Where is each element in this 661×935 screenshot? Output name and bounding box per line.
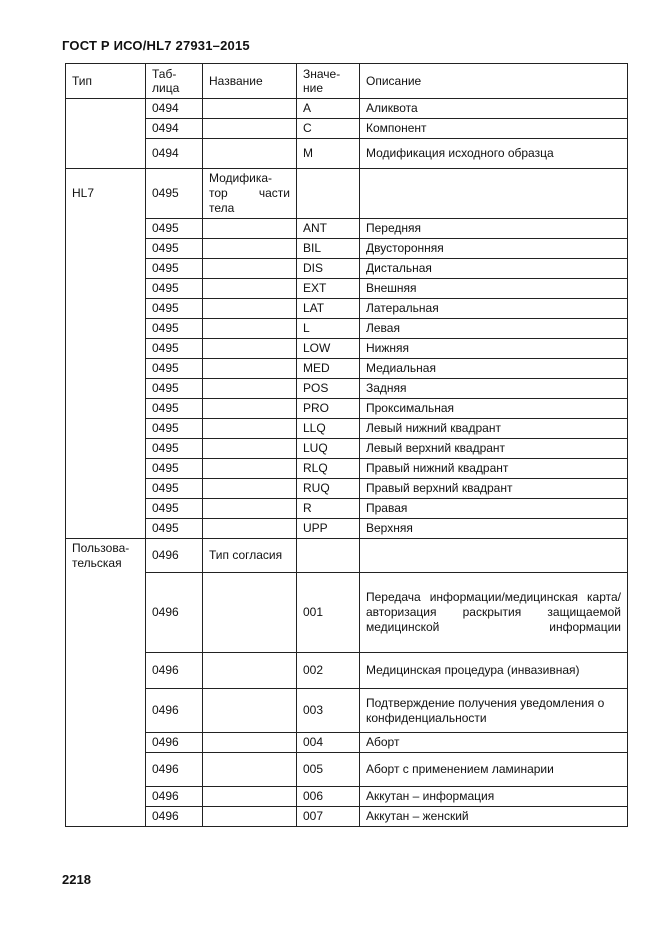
cell-value [297, 539, 360, 573]
cell-value: A [297, 99, 360, 119]
cell-value: ANT [297, 219, 360, 239]
cell-value: 001 [297, 573, 360, 653]
cell-description: Нижняя [360, 339, 628, 359]
cell-description: Передача информации/медицинская карта/авторизация раскрытия защищаемой медицинской информации [360, 573, 628, 653]
cell-type [66, 519, 146, 539]
cell-type [66, 419, 146, 439]
cell-table: 0495 [146, 399, 203, 419]
cell-name [203, 459, 297, 479]
cell-table: 0495 [146, 519, 203, 539]
col-header-description: Описание [360, 64, 628, 99]
cell-name [203, 753, 297, 787]
cell-name [203, 787, 297, 807]
table-row [66, 399, 628, 419]
cell-description: Подтверждение получения уведомления о конфиденциальности [360, 689, 628, 733]
cell-value [297, 169, 360, 219]
cell-table: 0495 [146, 319, 203, 339]
cell-type [66, 339, 146, 359]
cell-description: Компонент [360, 119, 628, 139]
cell-table: 0496 [146, 539, 203, 573]
cell-name [203, 419, 297, 439]
cell-name [203, 689, 297, 733]
cell-value: 006 [297, 787, 360, 807]
cell-table: 0496 [146, 807, 203, 827]
col-header-name: Название [203, 64, 297, 99]
cell-name [203, 359, 297, 379]
table-row [66, 653, 628, 689]
cell-value: BIL [297, 239, 360, 259]
cell-type [66, 399, 146, 419]
cell-description: Дистальная [360, 259, 628, 279]
cell-name [203, 119, 297, 139]
cell-type [66, 807, 146, 827]
cell-type [66, 787, 146, 807]
cell-name [203, 139, 297, 169]
cell-type [66, 99, 146, 119]
cell-name [203, 399, 297, 419]
cell-name [203, 519, 297, 539]
table-row [66, 279, 628, 299]
cell-type [66, 753, 146, 787]
cell-table: 0495 [146, 279, 203, 299]
col-header-table: Таб- лица [146, 64, 203, 99]
table-row [66, 539, 628, 573]
cell-type [66, 279, 146, 299]
table-row [66, 519, 628, 539]
cell-description: Аликвота [360, 99, 628, 119]
cell-name [203, 299, 297, 319]
cell-type [66, 379, 146, 399]
cell-description: Задняя [360, 379, 628, 399]
cell-table: 0494 [146, 119, 203, 139]
cell-type [66, 299, 146, 319]
cell-value: LAT [297, 299, 360, 319]
cell-table: 0496 [146, 689, 203, 733]
cell-value: LLQ [297, 419, 360, 439]
table-header-row [66, 64, 628, 99]
cell-description: Аккутан – информация [360, 787, 628, 807]
cell-type: Пользова- тельская [66, 539, 146, 573]
table-row [66, 139, 628, 169]
cell-description: Левая [360, 319, 628, 339]
cell-value: UPP [297, 519, 360, 539]
cell-value: LUQ [297, 439, 360, 459]
page-number: 2218 [62, 872, 91, 887]
cell-description: Аборт с применением ламинарии [360, 753, 628, 787]
table-row [66, 259, 628, 279]
cell-value: 003 [297, 689, 360, 733]
cell-value: DIS [297, 259, 360, 279]
cell-name [203, 99, 297, 119]
cell-table: 0495 [146, 219, 203, 239]
cell-value: C [297, 119, 360, 139]
cell-type [66, 479, 146, 499]
cell-name: Тип согласия [203, 539, 297, 573]
cell-description: Двусторонняя [360, 239, 628, 259]
cell-type [66, 459, 146, 479]
cell-type [66, 259, 146, 279]
table-row [66, 169, 628, 219]
cell-description: Латеральная [360, 299, 628, 319]
cell-name: Модифика- тор части тела [203, 169, 297, 219]
cell-table: 0496 [146, 573, 203, 653]
table-row [66, 219, 628, 239]
table-row [66, 99, 628, 119]
cell-table: 0494 [146, 139, 203, 169]
cell-description: Левый верхний квадрант [360, 439, 628, 459]
cell-description: Внешняя [360, 279, 628, 299]
cell-table: 0495 [146, 479, 203, 499]
cell-type: HL7 [66, 169, 146, 219]
cell-type [66, 573, 146, 653]
cell-type [66, 319, 146, 339]
table-row [66, 239, 628, 259]
cell-name [203, 219, 297, 239]
cell-value: 007 [297, 807, 360, 827]
table-row [66, 419, 628, 439]
table-row [66, 319, 628, 339]
cell-value: 005 [297, 753, 360, 787]
cell-value: EXT [297, 279, 360, 299]
cell-table: 0496 [146, 787, 203, 807]
cell-value: POS [297, 379, 360, 399]
table-row [66, 339, 628, 359]
cell-value: M [297, 139, 360, 169]
cell-name [203, 319, 297, 339]
cell-value: 004 [297, 733, 360, 753]
cell-name [203, 379, 297, 399]
col-header-type: Тип [66, 64, 146, 99]
cell-name [203, 439, 297, 459]
cell-description: Правая [360, 499, 628, 519]
table-row [66, 689, 628, 733]
cell-table: 0494 [146, 99, 203, 119]
cell-type [66, 219, 146, 239]
cell-name [203, 259, 297, 279]
cell-description [360, 539, 628, 573]
cell-type [66, 139, 146, 169]
cell-value: RLQ [297, 459, 360, 479]
cell-type [66, 653, 146, 689]
cell-table: 0495 [146, 419, 203, 439]
cell-description: Аккутан – женский [360, 807, 628, 827]
cell-table: 0496 [146, 733, 203, 753]
cell-description: Медицинская процедура (инвазивная) [360, 653, 628, 689]
table-row [66, 299, 628, 319]
cell-description [360, 169, 628, 219]
cell-type [66, 689, 146, 733]
table-row [66, 499, 628, 519]
table-row [66, 807, 628, 827]
cell-value: RUQ [297, 479, 360, 499]
cell-description: Передняя [360, 219, 628, 239]
cell-description: Медиальная [360, 359, 628, 379]
table-row [66, 119, 628, 139]
cell-table: 0495 [146, 459, 203, 479]
cell-value: L [297, 319, 360, 339]
table-row [66, 439, 628, 459]
cell-name [203, 339, 297, 359]
table-row [66, 379, 628, 399]
cell-type [66, 239, 146, 259]
cell-type [66, 439, 146, 459]
cell-description: Проксимальная [360, 399, 628, 419]
cell-description: Правый верхний квадрант [360, 479, 628, 499]
table-row [66, 787, 628, 807]
cell-value: MED [297, 359, 360, 379]
document-header: ГОСТ Р ИСО/HL7 27931–2015 [62, 38, 250, 53]
cell-type [66, 499, 146, 519]
cell-description: Правый нижний квадрант [360, 459, 628, 479]
cell-name [203, 653, 297, 689]
cell-description: Модификация исходного образца [360, 139, 628, 169]
cell-value: R [297, 499, 360, 519]
col-header-value: Значе- ние [297, 64, 360, 99]
cell-table: 0495 [146, 259, 203, 279]
cell-table: 0495 [146, 499, 203, 519]
table-row [66, 573, 628, 653]
table-row [66, 733, 628, 753]
cell-table: 0495 [146, 359, 203, 379]
cell-table: 0495 [146, 299, 203, 319]
table-row [66, 359, 628, 379]
cell-name [203, 479, 297, 499]
cell-description: Левый нижний квадрант [360, 419, 628, 439]
cell-name [203, 279, 297, 299]
table-row [66, 753, 628, 787]
cell-table: 0496 [146, 653, 203, 689]
cell-type [66, 119, 146, 139]
cell-name [203, 733, 297, 753]
cell-table: 0496 [146, 753, 203, 787]
table-row [66, 479, 628, 499]
cell-value: LOW [297, 339, 360, 359]
cell-type [66, 733, 146, 753]
cell-value: 002 [297, 653, 360, 689]
cell-value: PRO [297, 399, 360, 419]
cell-table: 0495 [146, 239, 203, 259]
cell-type [66, 359, 146, 379]
cell-table: 0495 [146, 169, 203, 219]
cell-table: 0495 [146, 439, 203, 459]
cell-name [203, 573, 297, 653]
cell-table: 0495 [146, 379, 203, 399]
cell-name [203, 239, 297, 259]
cell-table: 0495 [146, 339, 203, 359]
cell-description: Аборт [360, 733, 628, 753]
cell-name [203, 499, 297, 519]
code-table [65, 63, 628, 827]
cell-name [203, 807, 297, 827]
cell-description: Верхняя [360, 519, 628, 539]
table-row [66, 459, 628, 479]
